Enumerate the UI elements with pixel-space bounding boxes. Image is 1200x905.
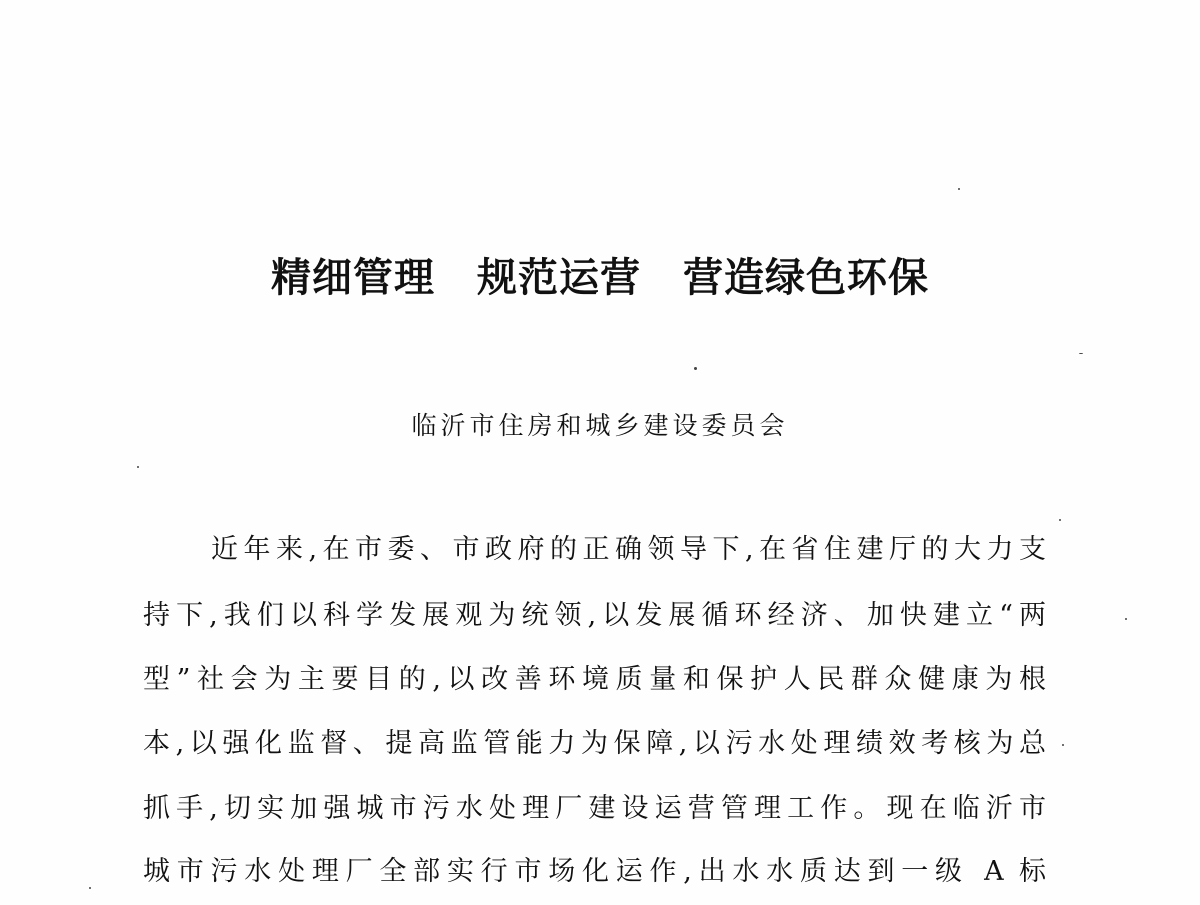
scan-speck [1079,353,1083,354]
body-line-1: 近年来,在市委、市政府的正确领导下,在省住建厅的大力支 [211,534,1046,565]
document-title [0,246,1200,303]
document-author: 临沂市住房和城乡建设委员会 [411,411,789,440]
scan-speck [1059,519,1061,521]
scan-speck [694,367,697,370]
body-line-2: 持下,我们以科学发展观为统领,以发展循环经济、加快建立“两 [143,600,1046,631]
body-line-5: 抓手,切实加强城市污水处理厂建设运营管理工作。现在临沂市 [143,793,1046,824]
scan-speck [958,188,960,190]
title-part-1: 精细管理 [271,254,435,301]
scan-speck [1062,744,1064,746]
body-line-4: 本,以强化监督、提高监管能力为保障,以污水处理绩效考核为总 [143,728,1046,759]
body-line-6: 城市污水处理厂全部实行市场化运作,出水水质达到一级 A 标 [143,856,1046,887]
body-line-3: 型”社会为主要目的,以改善环境质量和保护人民群众健康为根 [143,664,1046,695]
scan-speck [89,887,91,889]
scan-speck [137,466,139,468]
scan-speck [1125,618,1127,620]
title-part-3: 营造绿色环保 [683,254,929,301]
title-part-2: 规范运营 [477,254,641,301]
